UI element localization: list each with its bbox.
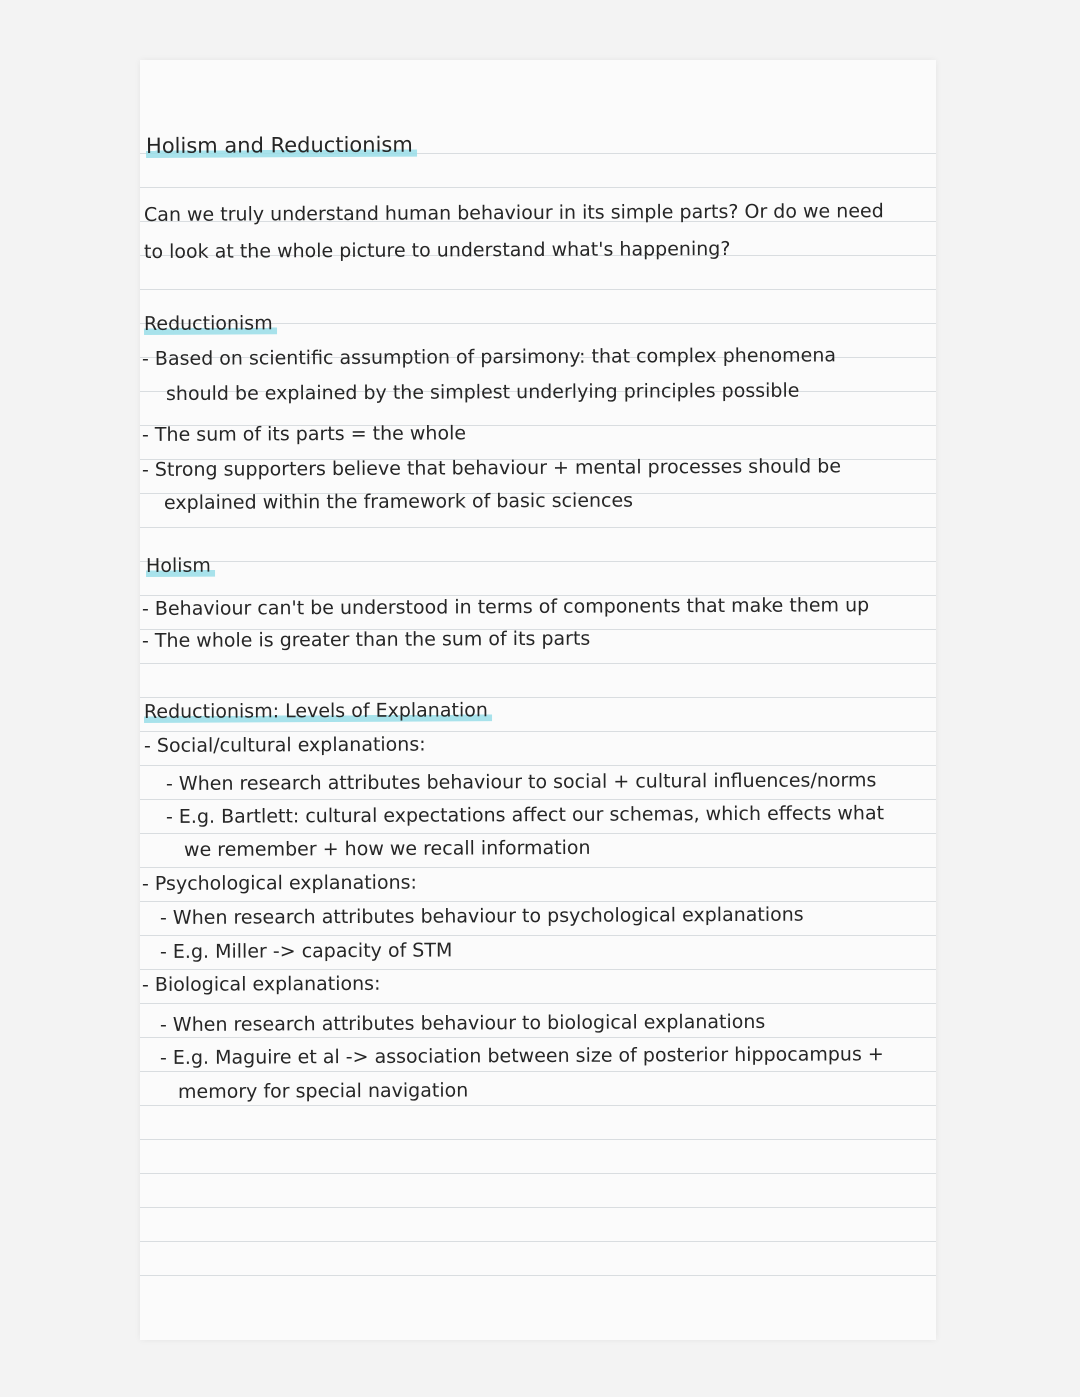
bullet-line: we remember + how we recall information	[183, 836, 591, 861]
bullet-line: - Behaviour can't be understood in terms of components that make them up	[141, 594, 870, 620]
bullet-line: - E.g. Bartlett: cultural expectations affect our schemas, which effects what	[165, 802, 885, 828]
subheading-line: - Biological explanations:	[141, 972, 381, 996]
bullet-line: - When research attributes behaviour to psychological explanations	[159, 903, 804, 929]
ruled-line	[140, 561, 936, 562]
section-heading-text: Reductionism	[144, 312, 277, 335]
section-heading-holism	[146, 554, 215, 578]
ruled-line	[140, 1173, 936, 1174]
ruled-line	[140, 969, 936, 970]
ruled-line	[140, 697, 936, 698]
bullet-line: should be explained by the simplest underlying principles possible	[165, 379, 800, 405]
section-heading-text: Reductionism: Levels of Explanation	[144, 699, 492, 723]
bullet-line: - E.g. Miller -> capacity of STM	[159, 939, 453, 963]
ruled-line	[140, 289, 936, 290]
ruled-line	[140, 1139, 936, 1140]
bullet-line: explained within the framework of basic sciences	[163, 489, 634, 514]
ruled-line	[140, 935, 936, 936]
bullet-line: - Based on scientific assumption of parsimony: that complex phenomena	[141, 344, 837, 370]
bullet-line: - E.g. Maguire et al -> association between size of posterior hippocampus +	[159, 1043, 884, 1069]
section-heading-reductionism	[144, 311, 277, 336]
intro-line: to look at the whole picture to understand what's happening?	[143, 237, 731, 263]
ruled-line	[140, 187, 936, 188]
ruled-line	[140, 867, 936, 868]
ruled-line	[140, 1105, 936, 1106]
ruled-line	[140, 527, 936, 528]
notebook-page	[140, 60, 936, 1340]
page-title	[146, 133, 417, 158]
ruled-line	[140, 765, 936, 766]
ruled-line	[140, 1275, 936, 1276]
ruled-line	[140, 1071, 936, 1072]
page-title-text: Holism and Reductionism	[146, 133, 417, 158]
ruled-line	[140, 663, 936, 664]
bullet-line: - When research attributes behaviour to biological explanations	[159, 1010, 766, 1036]
intro-line: Can we truly understand human behaviour in its simple parts? Or do we need	[143, 200, 884, 226]
subheading-line: - Social/cultural explanations:	[143, 733, 426, 757]
ruled-line	[140, 833, 936, 834]
bullet-line: memory for special navigation	[177, 1079, 469, 1103]
ruled-line	[140, 1003, 936, 1004]
bullet-line: - The sum of its parts = the whole	[141, 422, 467, 446]
ruled-line	[140, 901, 936, 902]
section-heading-levels	[144, 698, 492, 724]
bullet-line: - The whole is greater than the sum of its parts	[141, 627, 591, 652]
bullet-line: - Strong supporters believe that behaviour + mental processes should be	[141, 455, 842, 481]
ruled-line	[140, 1037, 936, 1038]
section-heading-text: Holism	[146, 555, 215, 577]
subheading-line: - Psychological explanations:	[141, 871, 417, 895]
bullet-line: - When research attributes behaviour to social + cultural influences/norms	[165, 769, 877, 795]
ruled-line	[140, 1241, 936, 1242]
ruled-line	[140, 1207, 936, 1208]
ruled-line	[140, 799, 936, 800]
ruled-line	[140, 731, 936, 732]
